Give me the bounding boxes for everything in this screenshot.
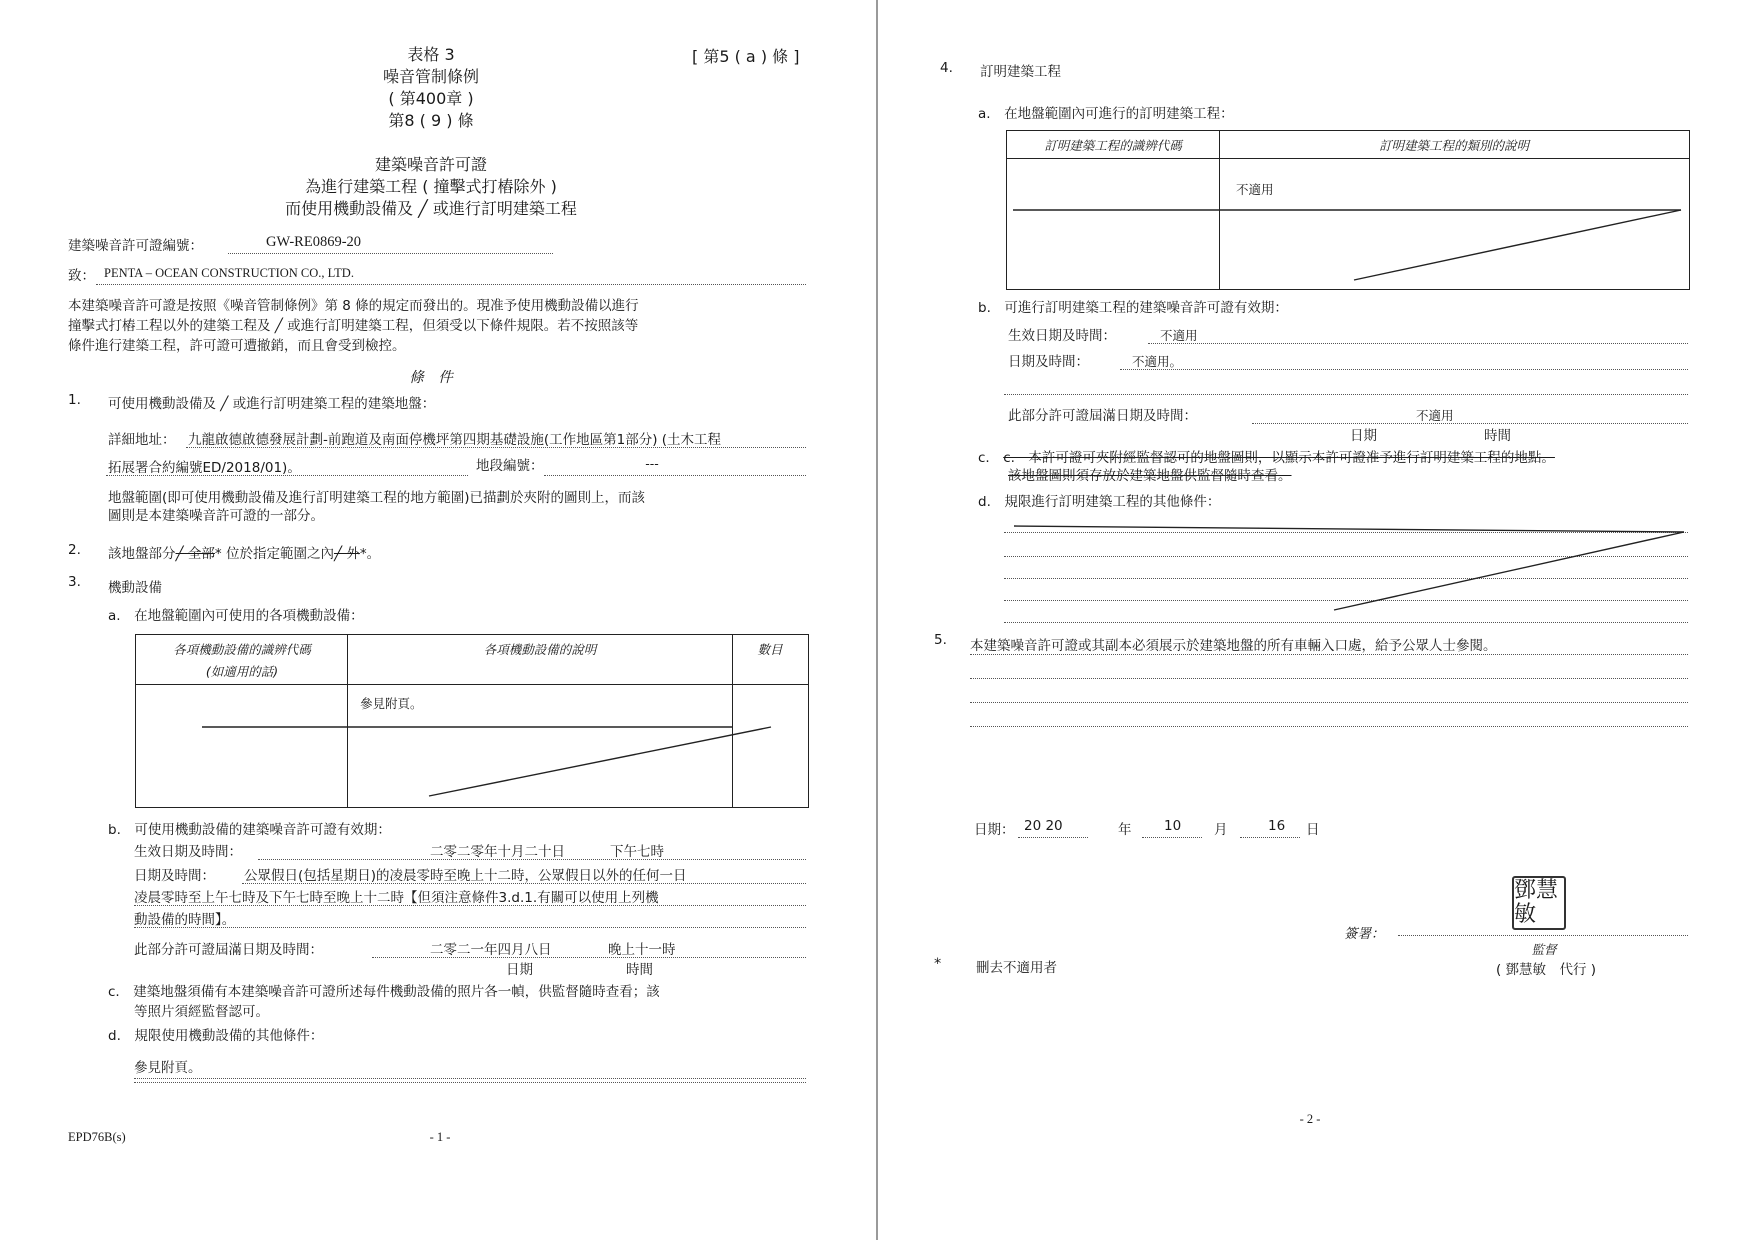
equipment-col-quantity-header: 數目 <box>757 642 783 657</box>
issue-date-day-unit: 日 <box>1306 822 1320 838</box>
official-seal <box>1512 876 1566 930</box>
intro-line-1: 本建築噪音許可證是按照《噪音管制條例》第 8 條的規定而發出的。現准予使用機動設備以進行 <box>68 298 639 314</box>
lot-number-rule <box>544 475 806 476</box>
equipment-hours-label: 日期及時間： <box>134 868 215 884</box>
condition-4a-text: a. 在地盤範圍內可進行的訂明建築工程： <box>978 106 1234 122</box>
issue-date-month: 10 <box>1164 818 1182 834</box>
issue-date-label: 日期： <box>974 822 1015 838</box>
construction-expiry-date-caption: 日期 <box>1350 428 1377 444</box>
construction-work-col-description-header: 訂明建築工程的類別的說明 <box>1378 138 1530 153</box>
condition-3d-text: d. 規限使用機動設備的其他條件： <box>108 1028 324 1044</box>
page-number-2: - 2 - <box>1299 1112 1321 1126</box>
construction-work-cell: 不適用 <box>1236 182 1274 197</box>
signer-title: 監督 <box>1531 942 1557 957</box>
equipment-effective-date: 二零二零年十月二十日 <box>430 844 565 860</box>
addressee-label: 致： <box>68 268 95 284</box>
condition-4-number: 4. <box>940 60 953 76</box>
official-seal-text: 鄧慧敏 <box>1514 878 1559 927</box>
form-code: EPD76B(s) <box>68 1130 126 1144</box>
construction-hours-label: 日期及時間： <box>1008 354 1089 370</box>
condition-4-text: 訂明建築工程 <box>980 64 1061 80</box>
condition-2-text: 該地盤部分╱ 全部* 位於指定範圍之內╱ 外*。 <box>108 546 381 562</box>
document-subtitle-2: 而使用機動設備及 ╱ 或進行訂明建築工程 <box>285 199 577 218</box>
equipment-expiry-date: 二零二一年四月八日 <box>430 942 552 958</box>
site-address-line-1-rule <box>186 447 806 448</box>
form-number: 表格 3 <box>407 45 455 64</box>
construction-hours-rule-1 <box>1120 369 1688 370</box>
site-address-line-2-rule <box>106 475 468 476</box>
condition-3c-line-2: 等照片須經監督認可。 <box>134 1004 269 1020</box>
site-address-line-2: 拓展署合約編號ED/2018/01)。 <box>108 460 301 476</box>
site-address-label: 詳細地址： <box>108 432 176 448</box>
condition-4c-line-2: 該地盤圖則須存放於建築地盤供監督隨時查看。 <box>1008 468 1292 484</box>
addressee-line <box>96 284 806 285</box>
conditions-heading: 條 件 <box>409 370 453 386</box>
condition-3c-line-1: c. 建築地盤須備有本建築噪音許可證所述每件機動設備的照片各一幀，供監督隨時查看；該 <box>108 984 660 1000</box>
equipment-hours-rule-2 <box>134 905 806 906</box>
construction-expiry-label: 此部分許可證屆滿日期及時間： <box>1008 408 1197 424</box>
condition-5-rule-1 <box>970 654 1688 655</box>
permit-number-label: 建築噪音許可證編號： <box>68 238 203 254</box>
equipment-expiry-date-caption: 日期 <box>506 962 533 978</box>
issue-date-year-rule <box>1018 837 1088 838</box>
intro-line-2: 撞擊式打樁工程以外的建築工程及 ╱ 或進行訂明建築工程，但須受以下條件規限。若不按照該等 <box>68 318 639 334</box>
permit-number-line <box>228 253 553 254</box>
condition-4c-line-1: c. c. 本許可證可夾附經監督認可的地盤圖則，以顯示本許可證准予進行訂明建築工程的地點。 <box>978 450 1555 466</box>
construction-effective-rule <box>1148 343 1688 344</box>
condition-3d-rule-1 <box>134 1078 806 1079</box>
permit-number-value: GW-RE0869-20 <box>266 234 362 250</box>
equipment-effective-rule <box>258 859 806 860</box>
equipment-expiry-time-caption: 時間 <box>626 962 653 978</box>
issue-date-day-rule <box>1240 837 1300 838</box>
equipment-effective-label: 生效日期及時間： <box>134 844 242 860</box>
equipment-expiry-time: 晚上十一時 <box>608 942 676 958</box>
construction-effective-value: 不適用 <box>1160 328 1198 343</box>
condition-5-rule-4 <box>970 726 1688 727</box>
addressee-value: PENTA – OCEAN CONSTRUCTION CO., LTD. <box>104 266 354 280</box>
condition-4d-cancel-lines <box>1004 520 1694 620</box>
issue-date-month-rule <box>1142 837 1202 838</box>
issue-date-month-unit: 月 <box>1214 822 1228 838</box>
condition-1-text: 可使用機動設備及 ╱ 或進行訂明建築工程的建築地盤： <box>108 396 436 412</box>
equipment-expiry-rule <box>372 957 806 958</box>
construction-expiry-rule <box>1252 423 1688 424</box>
issue-date-year-unit: 年 <box>1118 822 1132 838</box>
condition-5-number: 5. <box>934 632 947 648</box>
site-area-line-1: 地盤範圍(即可使用機動設備及進行訂明建築工程的地方範圍)已描劃於夾附的圖則上，而該 <box>108 490 646 506</box>
condition-3-number: 3. <box>68 574 81 590</box>
equipment-hours-rule-1 <box>242 883 806 884</box>
signer-name: ( 鄧慧敏 代行 ) <box>1495 962 1597 978</box>
condition-4d-rule-5 <box>1004 622 1688 623</box>
condition-4b-text: b. 可進行訂明建築工程的建築噪音許可證有效期： <box>978 300 1288 316</box>
construction-work-cancel-lines <box>1006 158 1690 290</box>
condition-3d-value: 參見附頁。 <box>134 1060 202 1076</box>
equipment-cell-description: 參見附頁。 <box>360 696 423 711</box>
document-subtitle-1: 為進行建築工程 ( 撞擊式打樁除外 ) <box>305 177 557 196</box>
construction-hours-value: 不適用。 <box>1132 354 1183 369</box>
equipment-hours-line-1: 公眾假日(包括星期日)的凌晨零時至晚上十二時，公眾假日以外的任何一日 <box>244 868 687 884</box>
condition-3b-text: b. 可使用機動設備的建築噪音許可證有效期： <box>108 822 391 838</box>
equipment-hours-line-2: 凌晨零時至上午七時及下午七時至晚上十二時【但須注意條件3.d.1.有關可以使用上列機 <box>134 890 659 906</box>
page-1 <box>0 0 876 1240</box>
signature-rule <box>1398 935 1688 936</box>
site-address-line-1: 九龍啟德啟德發展計劃-前跑道及南面停機坪第四期基礎設施(工作地區第1部分) (土木工程 <box>188 432 722 448</box>
site-area-line-2: 圖則是本建築噪音許可證的一部分。 <box>108 508 324 524</box>
condition-4d-text: d. 規限進行訂明建築工程的其他條件： <box>978 494 1221 510</box>
lot-number-value: --- <box>645 456 659 471</box>
signature-label: 簽署： <box>1344 926 1385 942</box>
equipment-expiry-label: 此部分許可證屆滿日期及時間： <box>134 942 323 958</box>
equipment-col-code-header-note: (如適用的話) <box>205 664 279 679</box>
construction-expiry-value: 不適用 <box>1416 408 1454 423</box>
lot-number-label: 地段編號： <box>476 458 544 474</box>
condition-5-rule-3 <box>970 702 1688 703</box>
issue-date-year: 20 20 <box>1024 818 1063 834</box>
condition-3-text: 機動設備 <box>108 580 162 596</box>
condition-1-number: 1. <box>68 392 81 408</box>
page-2 <box>878 0 1754 1240</box>
equipment-table-cancel-lines <box>135 684 809 808</box>
page-number-1: - 1 - <box>429 1130 451 1144</box>
construction-expiry-time-caption: 時間 <box>1484 428 1511 444</box>
condition-5-rule-2 <box>970 678 1688 679</box>
equipment-hours-rule-3 <box>134 927 806 928</box>
ordinance-section: 第8 ( 9 ) 條 <box>388 111 474 130</box>
construction-effective-label: 生效日期及時間： <box>1008 328 1116 344</box>
condition-3a-text: a. 在地盤範圍內可使用的各項機動設備： <box>108 608 364 624</box>
ordinance-chapter: ( 第400章 ) <box>388 89 474 108</box>
equipment-effective-time: 下午七時 <box>610 844 664 860</box>
construction-hours-rule-2 <box>1004 394 1688 395</box>
issue-date-day: 16 <box>1268 818 1286 834</box>
equipment-hours-line-3: 動設備的時間】。 <box>134 912 236 928</box>
condition-5-text: 本建築噪音許可證或其副本必須展示於建築地盤的所有車輛入口處，給予公眾人士參閱。 <box>970 638 1497 654</box>
construction-work-col-code-header: 訂明建築工程的識辨代碼 <box>1044 138 1182 153</box>
equipment-col-description-header: 各項機動設備的說明 <box>483 642 597 657</box>
condition-4c-line-1-struck: c. 本許可證可夾附經監督認可的地盤圖則，以顯示本許可證准予進行訂明建築工程的地點。 <box>1003 450 1555 466</box>
condition-3d-rule-2 <box>134 1082 806 1083</box>
equipment-col-code-header: 各項機動設備的識辨代碼 <box>173 642 311 657</box>
section-reference: [ 第5 ( a ) 條 ] <box>692 47 800 66</box>
condition-2-number: 2. <box>68 542 81 558</box>
footnote-marker: * <box>934 956 942 972</box>
ordinance-title: 噪音管制條例 <box>382 67 480 86</box>
intro-line-3: 條件進行建築工程，許可證可遭撤銷，而且會受到檢控。 <box>68 338 406 354</box>
footnote-text: 刪去不適用者 <box>976 960 1057 976</box>
document-title: 建築噪音許可證 <box>374 155 488 174</box>
